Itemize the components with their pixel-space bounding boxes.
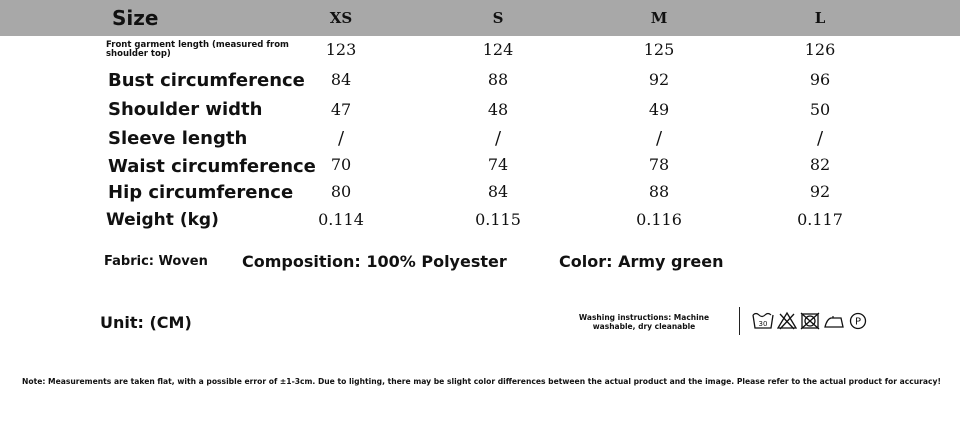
care-icons	[752, 311, 868, 331]
table-cell: 96	[809, 70, 831, 89]
table-cell: 0.115	[475, 210, 521, 229]
size-xs-header: XS	[329, 9, 353, 27]
row-label-weight: Weight (kg)	[106, 210, 219, 230]
dry-clean-letter: P	[854, 316, 862, 328]
table-cell: 92	[648, 70, 670, 89]
table-header	[0, 0, 960, 36]
table-cell: 123	[325, 40, 357, 59]
table-cell: /	[816, 128, 824, 149]
table-cell: 80	[330, 182, 352, 201]
table-cell: 0.116	[636, 210, 682, 229]
iron-icon	[823, 311, 845, 331]
size-s-header: S	[492, 9, 504, 27]
table-cell: 50	[809, 100, 831, 119]
table-cell: /	[655, 128, 663, 149]
wash-30-icon	[752, 311, 774, 331]
table-cell: 92	[809, 182, 831, 201]
fabric-text: Fabric: Woven	[104, 254, 208, 269]
wash-temp-label: 30	[758, 320, 768, 328]
row-label-front-length: Front garment length (measured from shoulder top)	[106, 40, 289, 59]
table-cell: 0.117	[797, 210, 843, 229]
table-cell: 70	[330, 155, 352, 174]
table-cell: 84	[487, 182, 509, 201]
row-label-sleeve: Sleeve length	[108, 128, 248, 149]
table-cell: 0.114	[318, 210, 364, 229]
row-label-hip: Hip circumference	[108, 182, 294, 203]
size-m-header: M	[650, 9, 668, 27]
table-cell: 126	[804, 40, 836, 59]
size-header-label: Size	[112, 6, 159, 30]
table-cell: 47	[330, 100, 352, 119]
table-cell: 48	[487, 100, 509, 119]
row-label-waist: Waist circumference	[108, 156, 316, 177]
row-label-shoulder: Shoulder width	[108, 99, 263, 120]
table-cell: 84	[330, 70, 352, 89]
table-cell: 74	[487, 155, 509, 174]
separator	[739, 307, 740, 335]
composition-text: Composition: 100% Polyester	[242, 252, 507, 271]
no-bleach-icon	[777, 311, 797, 331]
table-cell: 124	[482, 40, 514, 59]
no-tumble-dry-icon	[800, 311, 820, 331]
table-cell: /	[494, 128, 502, 149]
table-cell: /	[337, 128, 345, 149]
table-cell: 88	[487, 70, 509, 89]
row-label-bust: Bust circumference	[108, 70, 305, 91]
table-cell: 78	[648, 155, 670, 174]
table-cell: 125	[643, 40, 675, 59]
table-cell: 88	[648, 182, 670, 201]
size-l-header: L	[814, 9, 826, 27]
unit-text: Unit: (CM)	[100, 313, 192, 332]
table-cell: 49	[648, 100, 670, 119]
measurement-note: Note: Measurements are taken flat, with a possible error of ±1-3cm. Due to lighting, there may be slight color differences between the actual product and the image. Please refer to the actual product for accuracy!	[22, 377, 941, 386]
table-cell: 82	[809, 155, 831, 174]
dry-clean-p-icon	[848, 311, 868, 331]
color-text: Color: Army green	[559, 252, 724, 271]
washing-instructions: Washing instructions: Machine washable, dry cleanable	[578, 313, 710, 331]
